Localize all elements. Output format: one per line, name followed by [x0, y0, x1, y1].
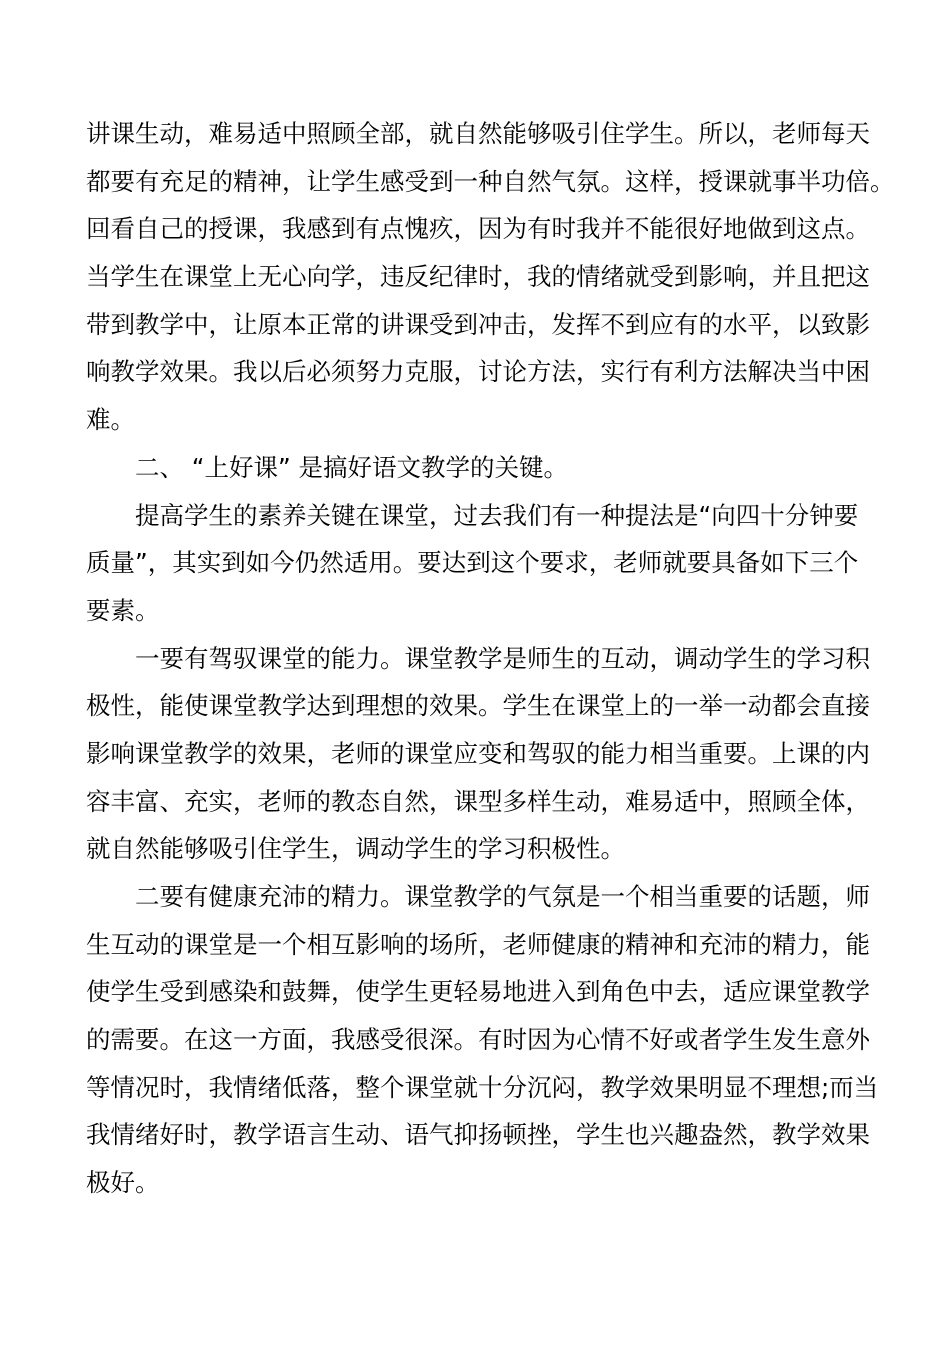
text-line: 难。 — [86, 405, 135, 435]
text-line: 提高学生的素养关键在课堂，过去我们有一种提法是“向四十分钟要 — [135, 500, 859, 530]
text-line: 的需要。在这一方面，我感受很深。有时因为心情不好或者学生发生意外 — [86, 1025, 870, 1055]
text-line: 回看自己的授课，我感到有点愧疚，因为有时我并不能很好地做到这点。 — [86, 214, 870, 244]
text-line: 容丰富、充实，老师的教态自然，课型多样生动，难易适中，照顾全体， — [86, 786, 870, 816]
text-line: 响教学效果。我以后必须努力克服，讨论方法，实行有利方法解决当中困 — [86, 357, 870, 387]
text-line: 我情绪好时，教学语言生动、语气抑扬顿挫，学生也兴趣盎然，教学效果 — [86, 1120, 870, 1150]
text-line: 都要有充足的精神，让学生感受到一种自然气氛。这样，授课就事半功倍。 — [86, 166, 895, 196]
text-line: 要素。 — [86, 595, 160, 625]
text-line: 极性，能使课堂教学达到理想的效果。学生在课堂上的一举一动都会直接 — [86, 691, 870, 721]
text-line: 一要有驾驭课堂的能力。课堂教学是师生的互动，调动学生的学习积 — [135, 643, 870, 673]
section-heading: 二、 “上好课” 是搞好语文教学的关键。 — [135, 452, 568, 482]
text-line: 使学生受到感染和鼓舞，使学生更轻易地进入到角色中去，适应课堂教学 — [86, 977, 870, 1007]
text-line: 质量”，其实到如今仍然适用。要达到这个要求，老师就要具备如下三个 — [86, 548, 859, 578]
text-line: 影响课堂教学的效果，老师的课堂应变和驾驭的能力相当重要。上课的内 — [86, 738, 870, 768]
text-line: 讲课生动，难易适中照顾全部，就自然能够吸引住学生。所以，老师每天 — [86, 119, 870, 148]
text-line: 当学生在课堂上无心向学，违反纪律时，我的情绪就受到影响，并且把这 — [86, 262, 870, 292]
text-line: 带到教学中，让原本正常的讲课受到冲击，发挥不到应有的水平，以致影 — [86, 309, 870, 339]
text-line: 等情况时，我情绪低落，整个课堂就十分沉闷，教学效果明显不理想;而当 — [86, 1072, 879, 1102]
text-line: 生互动的课堂是一个相互影响的场所，老师健康的精神和充沛的精力，能 — [86, 929, 870, 959]
text-line: 就自然能够吸引住学生，调动学生的学习积极性。 — [86, 834, 625, 864]
text-line: 极好。 — [86, 1168, 160, 1198]
document-page — [86, 110, 895, 1207]
text-line: 二要有健康充沛的精力。课堂教学的气氛是一个相当重要的话题，师 — [135, 882, 870, 911]
